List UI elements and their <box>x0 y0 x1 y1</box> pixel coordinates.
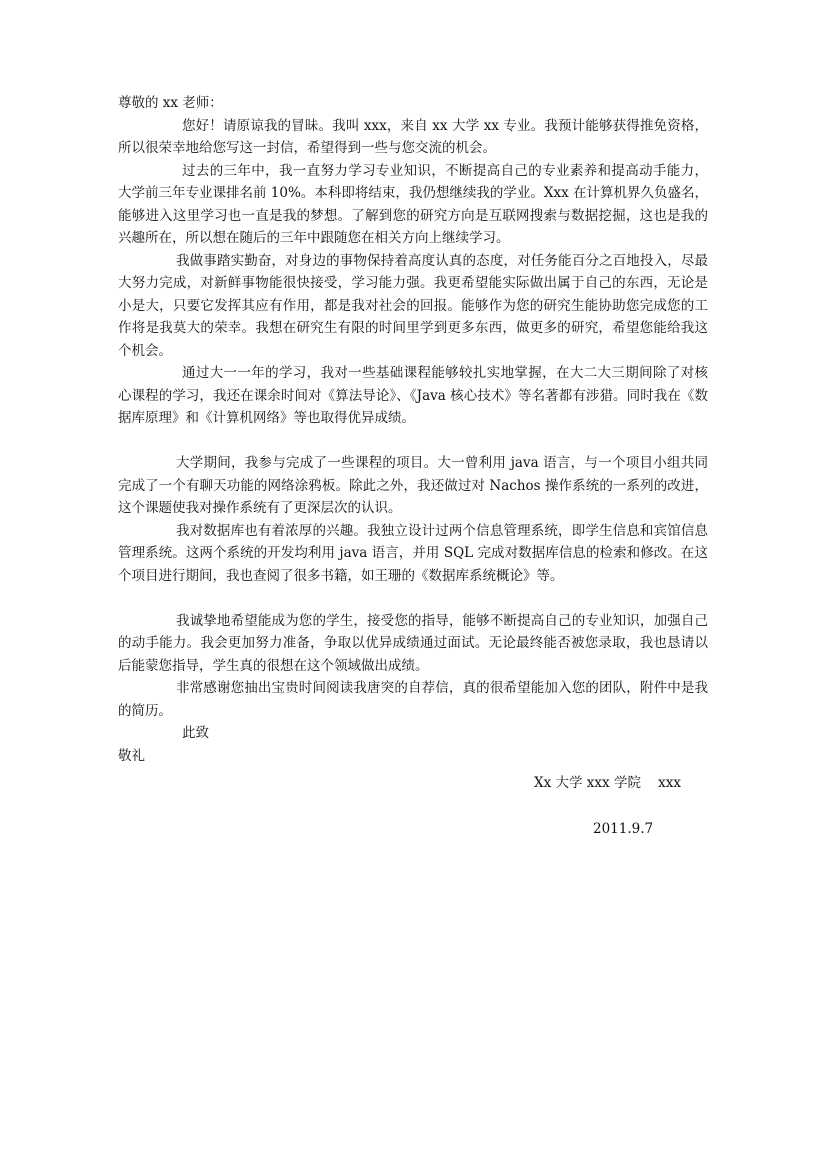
paragraph-aspiration: 我诚挚地希望能成为您的学生，接受您的指导，能够不断提高自己的专业知识，加强自己的动手能力。我会更加努力准备，争取以优异成绩通过面试。无论最终能否被您录取，我也恳请以后能蒙您指导，学生真的很想在这个领域做出成绩。 <box>118 612 708 674</box>
paragraph-gap <box>118 587 708 610</box>
letter-body <box>118 92 708 767</box>
paragraph-thanks: 非常感谢您抽出宝贵时间阅读我唐突的自荐信，真的很希望能加入您的团队，附件中是我的简历。 <box>118 680 708 719</box>
paragraph-greeting: 您好！请原谅我的冒昧。我叫 xxx，来自 xx 大学 xx 专业。我预计能够获得推免资格，所以很荣幸地给您写这一封信，希望得到一些与您交流的机会。 <box>118 117 708 156</box>
paragraph-academic-background: 过去的三年中，我一直努力学习专业知识，不断提高自己的专业素养和提高动手能力，大学前三年专业课排名前 10%。本科即将结束，我仍想继续我的学业。Xxx 在计算机界久负盛名，能够进入这里学习也一直是我的梦想。了解到您的研究方向是互联网搜索与数据挖掘，这也是我的兴趣所在，所以想在随后的三年中跟随您在相关方向上继续学习。 <box>118 162 708 246</box>
paragraph-projects: 大学期间，我参与完成了一些课程的项目。大一曾利用 java 语言，与一个项目小组共同完成了一个有聊天功能的网络涂鸦板。除此之外，我还做过对 Nachos 操作系统的一系列的改进，这个课题使我对操作系统有了更深层次的认识。 <box>118 455 708 516</box>
letter-date: 2011.9.7 <box>593 821 654 837</box>
paragraph-database: 我对数据库也有着浓厚的兴趣。我独立设计过两个信息管理系统，即学生信息和宾馆信息管理系统。这两个系统的开发均利用 java 语言，并用 SQL 完成对数据库信息的检索和修改。在这个项目进行期间，我也查阅了很多书籍，如王珊的《数据库系统概论》等。 <box>118 522 708 584</box>
paragraph-gap <box>118 430 708 453</box>
salutation: 尊敬的 xx 老师： <box>118 95 223 111</box>
paragraph-coursework: 通过大一一年的学习，我对一些基础课程能够较扎实地掌握，在大二大三期间除了对核心课程的学习，我还在课余时间对《算法导论》、《Java 核心技术》等名著都有涉猎。同时我在《数据库原理》和《计算机网络》等也取得优异成绩。 <box>118 365 708 426</box>
closing-regards: 敬礼 <box>118 747 145 764</box>
paragraph-work-attitude: 我做事踏实勤奋，对身边的事物保持着高度认真的态度，对任务能百分之百地投入，尽最大努力完成，对新鲜事物能很快接受，学习能力强。我更希望能实际做出属于自己的东西，无论是小是大，只要它发挥其应有作用，都是我对社会的回报。能够作为您的研究生能协助您完成您的工作将是我莫大的荣幸。我想在研究生有限的时间里学到更多东西，做更多的研究，希望您能给我这个机会。 <box>118 252 708 359</box>
signature: Xx 大学 xxx 学院 xxx <box>534 775 681 791</box>
closing-salute: 此致 <box>182 725 209 741</box>
